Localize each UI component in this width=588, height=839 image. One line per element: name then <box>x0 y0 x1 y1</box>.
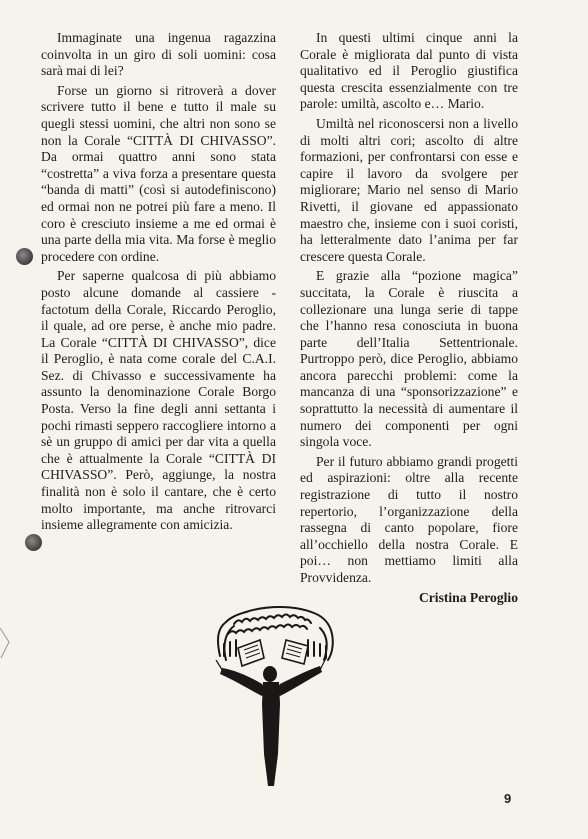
paragraph: Per il futuro abbiamo grandi progetti ed aspirazioni: oltre alla recente registrazione di tutto il nostro repertorio, l’organizzazione della rassegna di canto popolare, fiore all’occhiello della nostra Corale. E poi… non mettiamo limiti alla Provvidenza. <box>300 453 518 585</box>
page-number: 9 <box>504 791 512 806</box>
paragraph: Per saperne qualcosa di più abbiamo posto alcune domande al cassiere - factotum della Corale, Riccardo Peroglio, il quale, ad ore perse, è anche mio padre. La Corale “CITTÀ DI CHIVASSO”, dice il Peroglio, è nata come corale del C.A.I. Sez. di Chivasso e successivamente ha assunto la denominazione Corale Borgo Posta. Verso la fine degli anni settanta i pochi rimasti seppero raccogliere intorno a sè un gruppo di amici per dar vita a quella che è attualmente la Corale “CITTÀ DI CHIVASSO”. Però, aggiunge, la nostra finalità non è solo il cantare, che è certo molto importante, ma anche ritrovarci insieme allegramente con amicizia. <box>41 268 276 533</box>
author-signature: Cristina Peroglio <box>418 589 518 605</box>
page-edge-mark <box>0 628 14 668</box>
paragraph: In questi ultimi cinque anni la Corale è migliorata dal punto di vista qualitativo ed il Peroglio giustifica questa crescita essenzialmente con tre parole: umiltà, ascolto e… Mario. <box>300 30 518 112</box>
paragraph: Immaginate una ingenua ragazzina coinvolta in un giro di soli uomini: cosa sarà mai di lei? <box>41 30 276 79</box>
paragraph: Forse un giorno si ritroverà a dover scrivere tutto il bene e tutto il male su quegli stessi uomini, che altri non sono se non la Corale “CITTÀ DI CHIVASSO”. Da ormai quattro anni sono stata “costretta” a viva forza a presentare questa “banda di matti” (così si autodefiniscono) ed ormai non ne potrei più fare a meno. Il coro è cresciuto insieme a me ed ormai è una parte della mia vita. Ma forse è meglio procedere con ordine. <box>41 82 276 264</box>
punch-hole <box>25 534 42 551</box>
right-column <box>300 30 518 606</box>
left-column <box>41 30 276 534</box>
choir-figure-illustration-icon <box>208 604 344 790</box>
paragraph: E grazie alla “pozione magica” succitata, la Corale è riuscita a collezionare una lunga serie di tappe che l’hanno resa conosciuta in buona parte dell’Italia Settentrionale. Purtroppo però, dice Peroglio, abbiamo ancora parecchi problemi: come la mancanza di una “sponsorizzazione” e soprattutto la necessità di aumentare il numero dei componenti per ogni singola voce. <box>300 268 518 450</box>
paragraph: Umiltà nel riconoscersi non a livello di molti altri cori; ascolto di altre formazioni, per confrontarsi con esse e capire il lavoro da svolgere per migliorare; Mario nel senso di Mario Rivetti, il giovane ed appassionato maestro che, insieme con i suoi coristi, ha letteralmente dato l’anima per far crescere questa Corale. <box>300 115 518 264</box>
punch-hole <box>16 248 33 265</box>
